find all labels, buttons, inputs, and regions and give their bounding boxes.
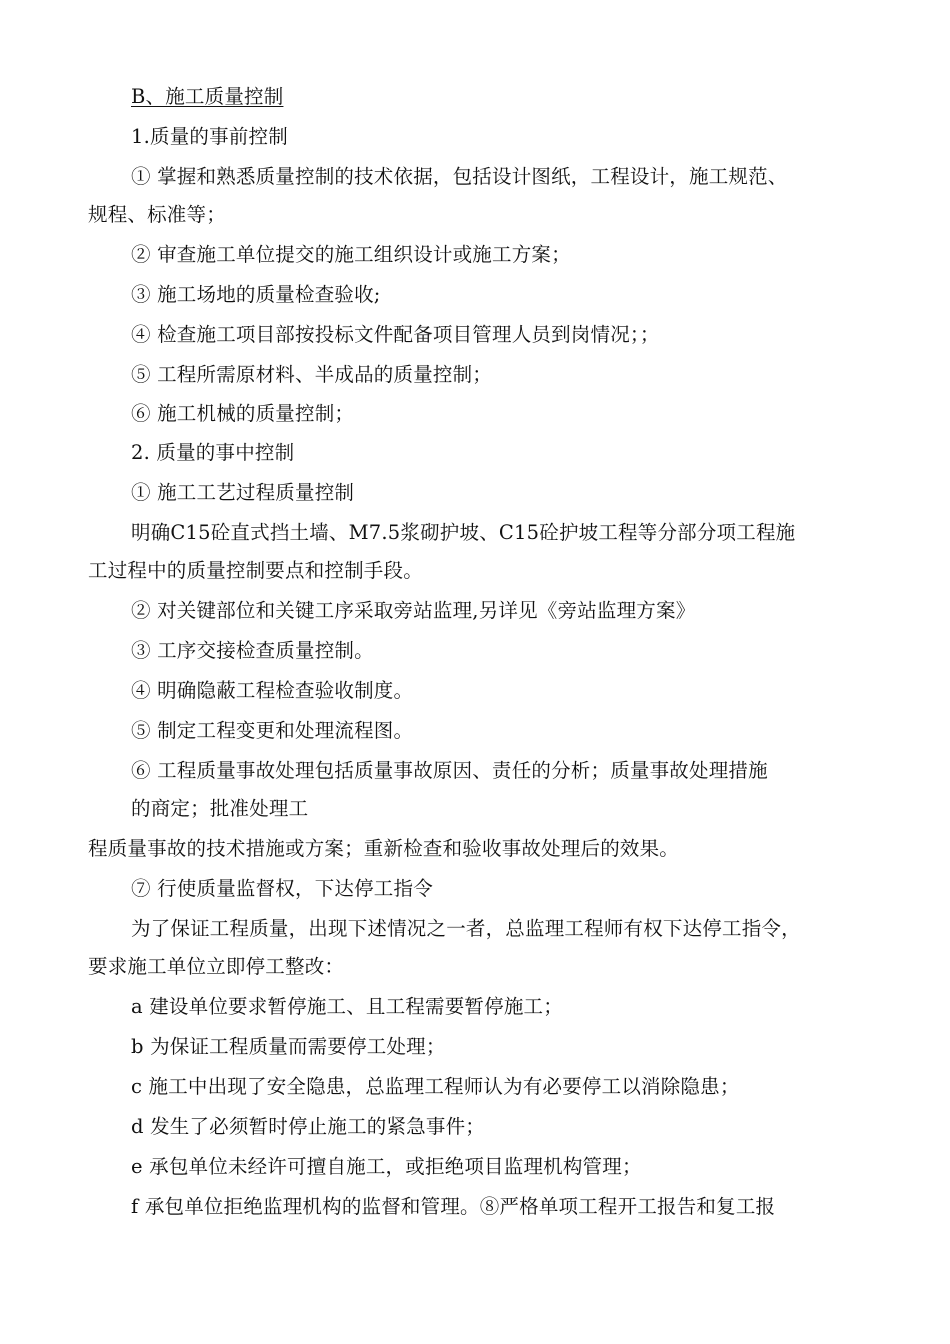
list-item: e 承包单位未经许可擅自施工，或拒绝项目监理机构管理； [131, 1155, 642, 1178]
text-line: ④ 检查施工项目部按投标文件配备项目管理人员到岗情况；； [131, 323, 660, 346]
text-line: 规程、标准等； [88, 203, 226, 226]
text-line: ③ 施工场地的质量检查验收; [131, 283, 381, 306]
text-line: ⑦ 行使质量监督权，下达停工指令 [131, 877, 433, 900]
text-line: ② 审查施工单位提交的施工组织设计或施工方案； [131, 243, 571, 266]
text-line: ① 施工工艺过程质量控制 [131, 481, 355, 504]
text-line: 工过程中的质量控制要点和控制手段。 [88, 559, 423, 582]
heading-pre-control: 1.质量的事前控制 [131, 125, 288, 148]
text-line: ⑥ 工程质量事故处理包括质量事故原因、责任的分析；质量事故处理措施 [131, 759, 768, 782]
text-line: 程质量事故的技术措施或方案；重新检查和验收事故处理后的效果。 [88, 837, 680, 860]
text-line: ④ 明确隐蔽工程检查验收制度。 [131, 679, 414, 702]
text-line: 明确C15砼直式挡土墙、M7.5浆砌护坡、C15砼护坡工程等分部分项工程施 [131, 521, 796, 544]
section-title: B、施工质量控制 [131, 85, 284, 108]
heading-in-process-control: 2. 质量的事中控制 [131, 441, 295, 464]
list-item: f 承包单位拒绝监理机构的监督和管理。⑧严格单项工程开工报告和复工报 [131, 1195, 776, 1218]
text-line: 为了保证工程质量，出现下述情况之一者，总监理工程师有权下达停工指令， [131, 917, 801, 940]
text-line: ⑥ 施工机械的质量控制； [131, 402, 355, 425]
list-item: c 施工中出现了安全隐患，总监理工程师认为有必要停工以消除隐患； [131, 1075, 740, 1098]
text-line: ⑤ 制定工程变更和处理流程图。 [131, 719, 414, 742]
text-line: ⑤ 工程所需原材料、半成品的质量控制； [131, 363, 492, 386]
list-item: a 建设单位要求暂停施工、且工程需要暂停施工； [131, 995, 563, 1018]
text-line: ② 对关键部位和关键工序采取旁站监理,另详见《旁站监理方案》 [131, 599, 696, 622]
text-line: ① 掌握和熟悉质量控制的技术依据，包括设计图纸，工程设计，施工规范、 [131, 165, 788, 188]
text-line: ③ 工序交接检查质量控制。 [131, 639, 374, 662]
text-line: 的商定；批准处理工 [131, 797, 309, 820]
list-item: d 发生了必须暂时停止施工的紧急事件； [131, 1115, 485, 1138]
text-line: 要求施工单位立即停工整改： [88, 955, 345, 978]
list-item: b 为保证工程质量而需要停工处理； [131, 1035, 446, 1058]
